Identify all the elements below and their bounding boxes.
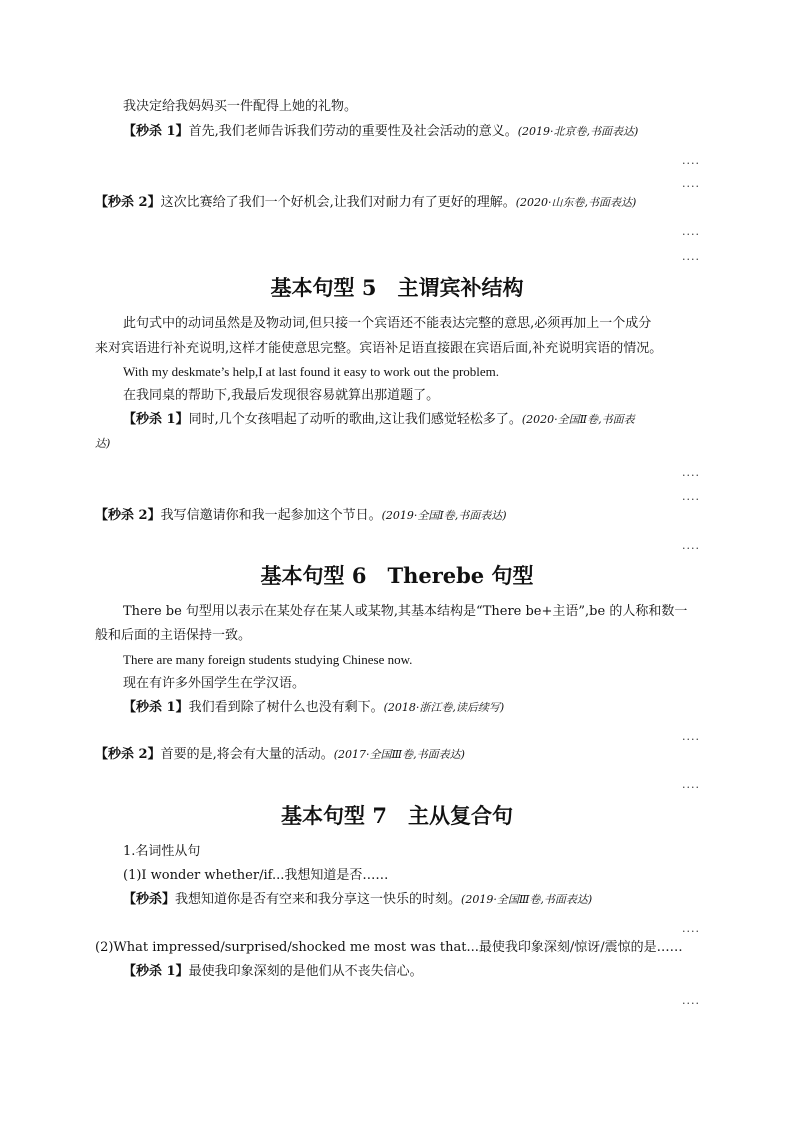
answer-line: .... [682,539,700,552]
section-heading: 基本句型 5 主谓宾补结构 [270,275,524,300]
exercise-1 [123,699,504,717]
exercise-text: 我们看到除了树什么也没有剩下。 [188,700,384,715]
pattern-item: (2)What impressed/surprised/shocked me most was that...最使我印象深刻/惊讶/震惊的是…… [95,940,683,955]
exercise-1 [123,963,423,981]
example-chinese: 在我同桌的帮助下,我最后发现很容易就算出那道题了。 [123,388,440,403]
example-english: There are many foreign students studying Chinese now. [123,652,413,667]
exercise-tag: 【秒杀 2】 [95,508,161,523]
exercise-2 [95,746,465,764]
exercise-source-cont: 达) [95,437,111,450]
answer-line: .... [682,177,700,190]
section-heading: 基本句型 6 Therebe 句型 [260,563,534,588]
exercise-text: 同时,几个女孩唱起了动听的歌曲,这让我们感觉轻松多了。 [188,412,522,427]
exercise-source: (2019·北京卷,书面表达) [517,125,639,138]
exercise-text: 首要的是,将会有大量的活动。 [160,747,334,762]
description-line: 此句式中的动词虽然是及物动词,但只接一个宾语还不能表达完整的意思,必须再加上一个成分 [123,316,652,331]
example-english: With my deskmate’s help,I at last found it easy to work out the problem. [123,364,500,379]
answer-line: .... [682,466,700,479]
description-line: 般和后面的主语保持一致。 [95,628,252,643]
exercise-2 [95,194,636,212]
exercise-source: (2019·全国Ⅲ卷,书面表达) [461,893,593,906]
exercise-source: (2020·山东卷,书面表达) [515,196,637,209]
sentence-text: 我决定给我妈妈买一件配得上她的礼物。 [123,99,358,114]
sentence-translation [123,98,357,116]
exercise-source: (2019·全国Ⅰ卷,书面表达) [381,509,507,522]
subsection-title: 1.名词性从句 [123,844,201,859]
description-line: There be 句型用以表示在某处存在某人或某物,其基本结构是“There be+主语”,be 的人称和数一 [123,604,688,619]
exercise-tag: 【秒杀 2】 [95,195,161,210]
exercise-tag: 【秒杀】 [123,892,176,907]
exercise-2 [95,507,507,525]
exercise-tag: 【秒杀 1】 [123,700,189,715]
answer-line: .... [682,994,700,1007]
exercise-text: 我想知道你是否有空来和我分享这一快乐的时刻。 [175,892,462,907]
exercise-1 [123,123,638,141]
exercise-text: 最使我印象深刻的是他们从不丧失信心。 [188,964,423,979]
description-line: 来对宾语进行补充说明,这样才能使意思完整。宾语补足语直接跟在宾语后面,补充说明宾语的情况。 [95,341,663,356]
exercise-tag: 【秒杀 1】 [123,412,189,427]
answer-line: .... [682,730,700,743]
exercise-1 [123,411,635,429]
exercise-text: 我写信邀请你和我一起参加这个节日。 [160,508,382,523]
exercise-tag: 【秒杀 2】 [95,747,161,762]
answer-line: .... [682,778,700,791]
exercise-source: (2020·全国Ⅱ卷,书面表 [521,413,635,426]
answer-line: .... [682,922,700,935]
example-chinese: 现在有许多外国学生在学汉语。 [123,676,306,691]
exercise-text: 首先,我们老师告诉我们劳动的重要性及社会活动的意义。 [188,124,518,139]
answer-line: .... [682,154,700,167]
exercise-text: 这次比赛给了我们一个好机会,让我们对耐力有了更好的理解。 [160,195,516,210]
exercise [123,891,592,909]
exercise-tag: 【秒杀 1】 [123,124,189,139]
exercise-tag: 【秒杀 1】 [123,964,189,979]
answer-line: .... [682,490,700,503]
answer-line: .... [682,225,700,238]
section-heading: 基本句型 7 主从复合句 [281,803,513,828]
exercise-source: (2017·全国Ⅲ卷,书面表达) [333,748,465,761]
answer-line: .... [682,250,700,263]
pattern-item: (1)I wonder whether/if...我想知道是否…… [123,868,389,883]
exercise-source: (2018·浙江卷,读后续写) [383,701,505,714]
